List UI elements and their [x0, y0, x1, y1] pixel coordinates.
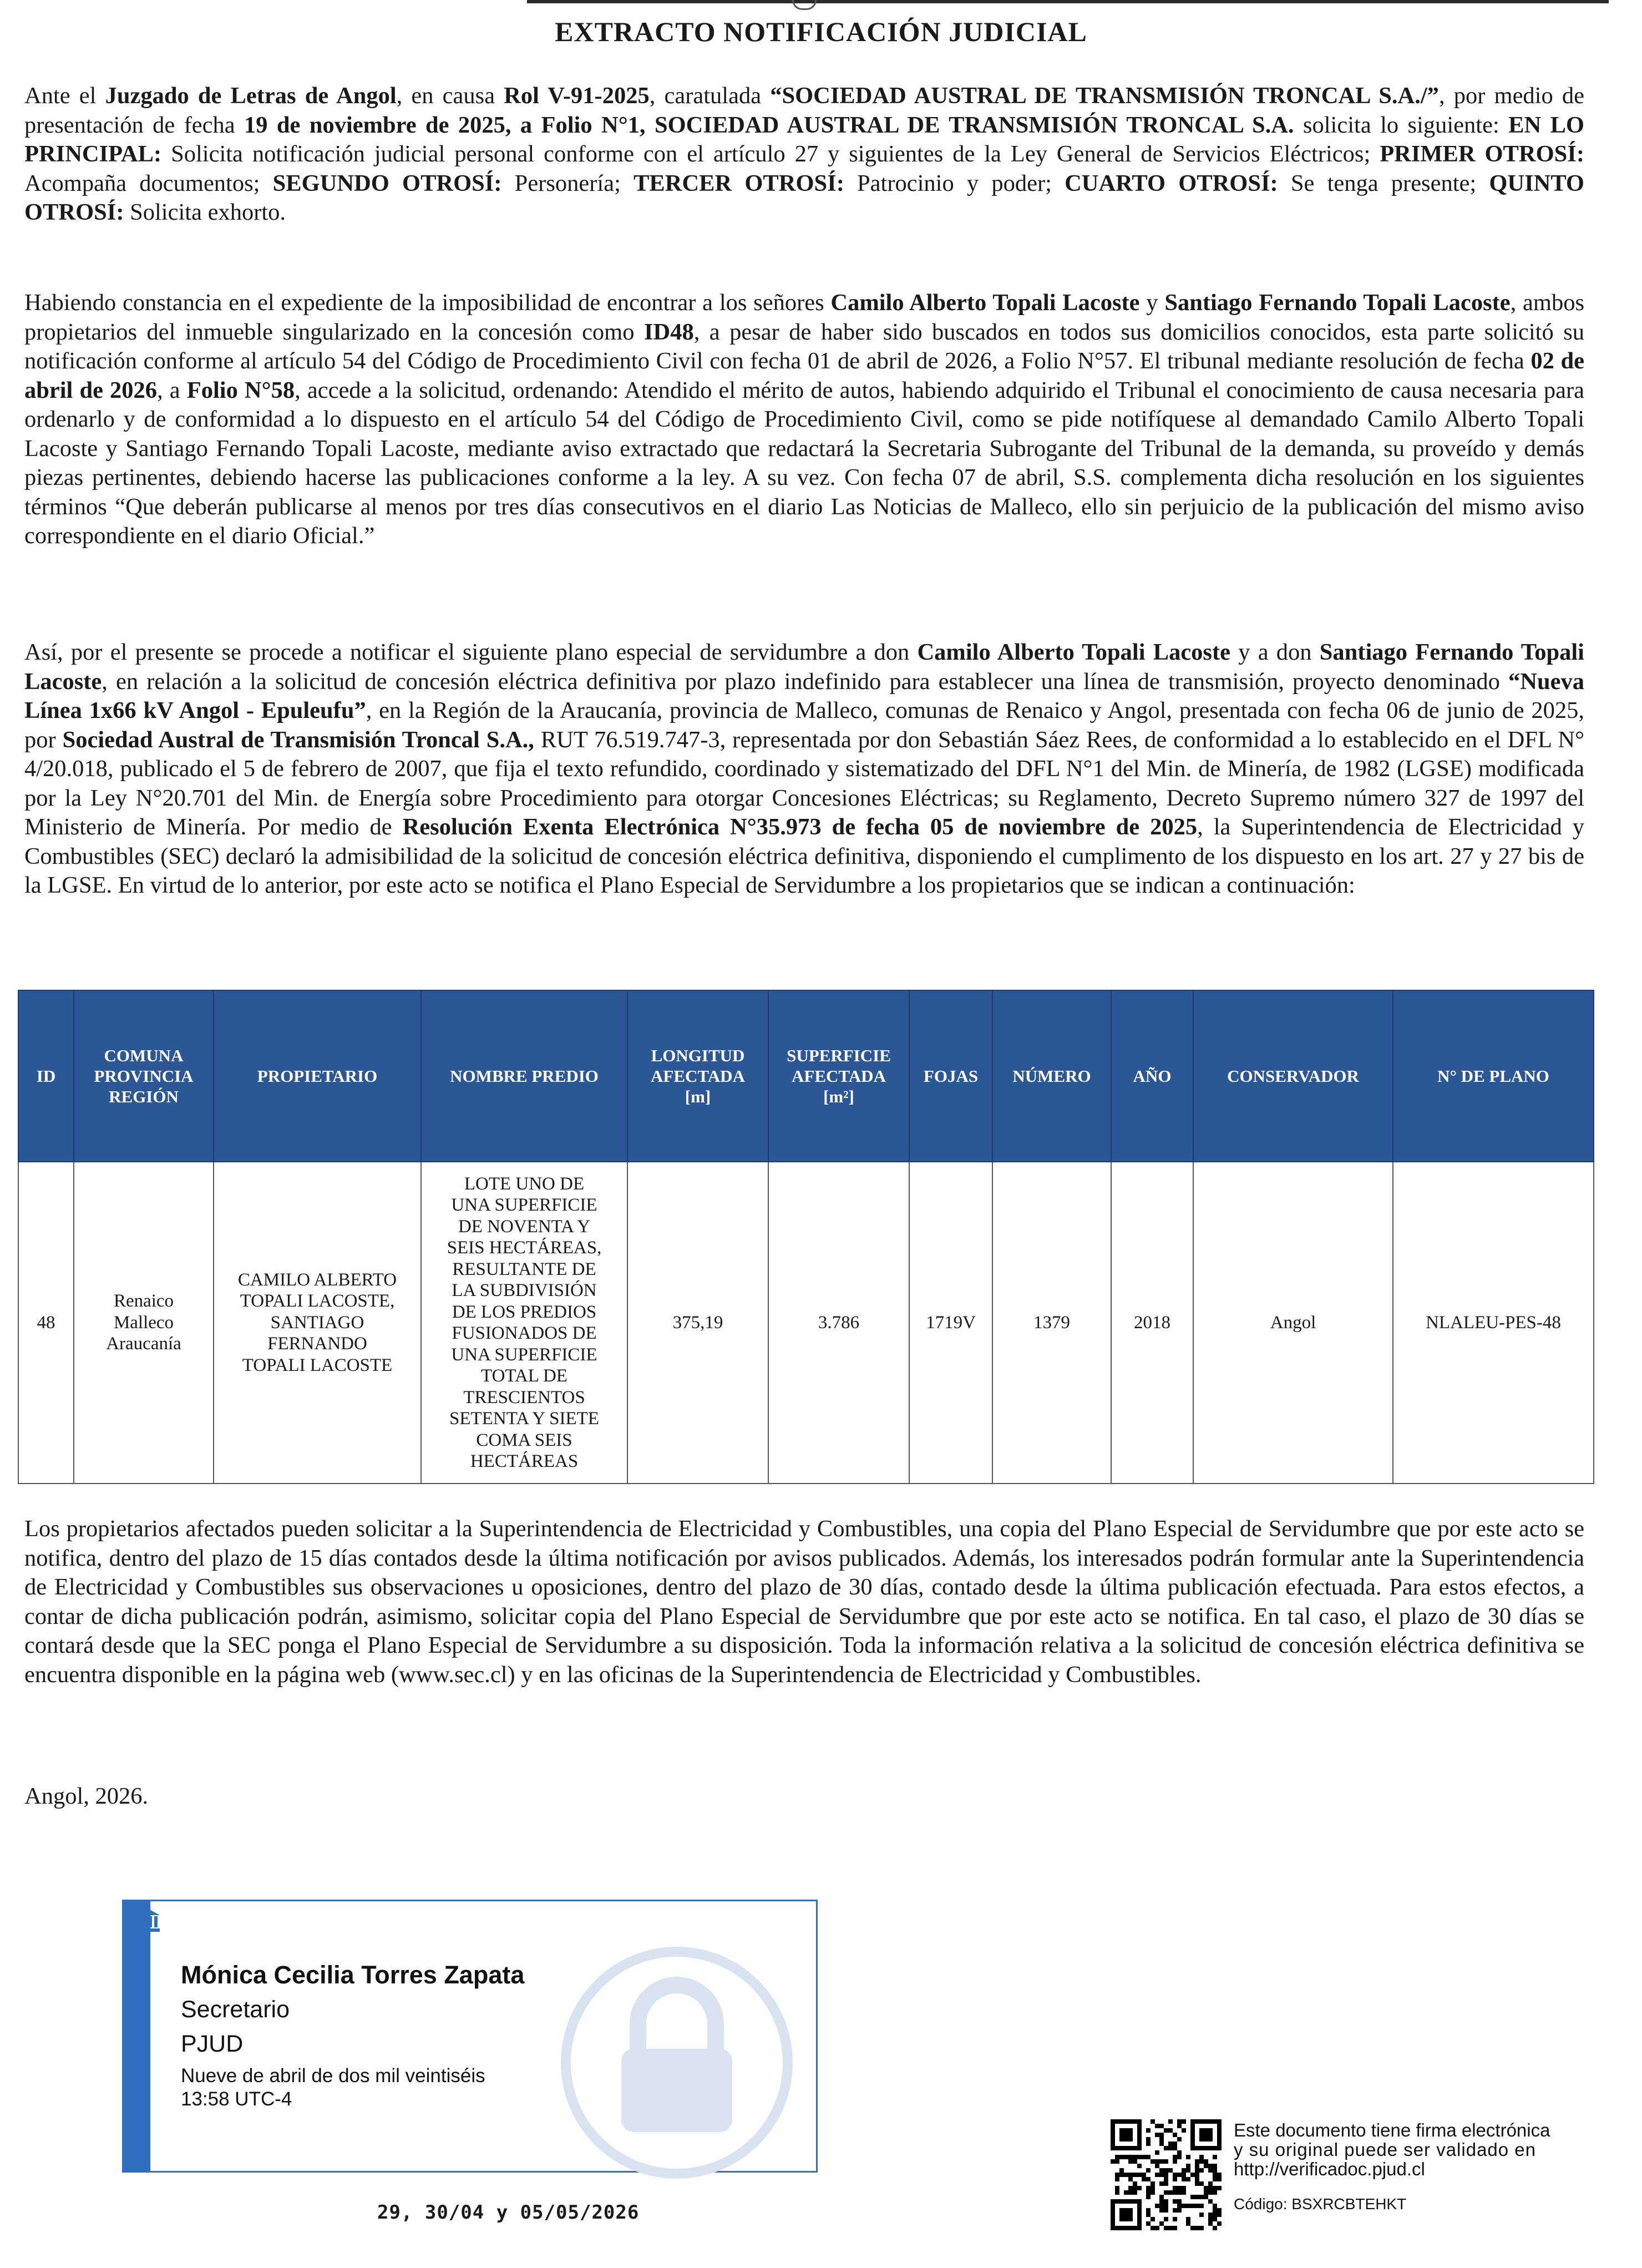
- header-id: ID: [18, 990, 74, 1162]
- page-title: EXTRACTO NOTIFICACIÓN JUDICIAL: [555, 16, 1087, 47]
- court-emblem-icon: [792, 0, 817, 10]
- header-conservador: CONSERVADOR: [1193, 990, 1393, 1162]
- signature-accent-bar: [124, 1901, 150, 2171]
- cell-numero: 1379: [992, 1162, 1111, 1484]
- header-anio: AÑO: [1111, 990, 1193, 1162]
- publication-dates: 29, 30/04 y 05/05/2026: [377, 2201, 640, 2224]
- cell-fojas: 1719V: [909, 1162, 992, 1484]
- servidumbre-table: [18, 990, 1594, 1484]
- signer-role: Secretario: [181, 1996, 290, 2023]
- place-date: Angol, 2026.: [24, 1783, 149, 1809]
- verify-line-1: Este documento tiene firma electrónica: [1234, 2120, 1550, 2140]
- signer-name: Mónica Cecilia Torres Zapata: [181, 1961, 525, 1989]
- verify-url-link[interactable]: http://verificadoc.pjud.cl: [1234, 2159, 1425, 2179]
- verify-code: Código: BSXRCBTEHKT: [1234, 2195, 1407, 2213]
- paragraph-notificacion: Así, por el presente se procede a notificar el siguiente plano especial de servidumbre a don Camilo Alberto Topali Lacoste y a don Santiago Fernando Topali Lacoste, en relación a la solicitud de concesión eléctrica definitiva por plazo indefinido para establecer una línea de transmisión, proyecto denominado “Nueva Línea 1x66 kV Angol - Epuleufu”, en la Región de la Araucanía, provincia de Malleco, comunas de Renaico y Angol, presentada con fecha 06 de junio de 2025, por Sociedad Austral de Transmisión Troncal S.A., RUT 76.519.747-3, representada por don Sebastián Sáez Rees, de conformidad a lo establecido en el DFL N° 4/20.018, publicado el 5 de febrero de 2007, que fija el texto refundido, coordinado y sistematizado del DFL N°1 del Min. de Minería, de 1982 (LGSE) modificada por la Ley N°20.701 del Min. de Energía sobre Procedimiento para otorgar Concesiones Eléctricas; su Reglamento, Decreto Supremo número 327 de 1997 del Ministerio de Minería. Por medio de Resolución Exenta Electrónica N°35.973 de fecha 05 de noviembre de 2025, la Superintendencia de Electricidad y Combustibles (SEC) declaró la admisibilidad de la solicitud de concesión eléctrica definitiva, disponiendo el cumplimento de los dispuesto en los art. 27 y 27 bis de la LGSE. En virtud de lo anterior, por este acto se notifica el Plano Especial de Servidumbre a los propietarios que se indican a continuación:: [24, 639, 1585, 898]
- header-fojas: FOJAS: [909, 990, 992, 1162]
- cell-propietario: CAMILO ALBERTO TOPALI LACOSTE, SANTIAGO FERNANDO TOPALI LACOSTE: [214, 1162, 421, 1484]
- table-header-row: [18, 990, 1594, 1162]
- header-longitud: LONGITUD AFECTADA [m]: [627, 990, 768, 1162]
- header-propietario: PROPIETARIO: [214, 990, 421, 1162]
- header-superficie: SUPERFICIE AFECTADA [m²]: [768, 990, 909, 1162]
- cell-conservador: Angol: [1193, 1162, 1393, 1484]
- cell-superficie: 3.786: [768, 1162, 909, 1484]
- cell-nombre-predio: LOTE UNO DE UNA SUPERFICIE DE NOVENTA Y SEIS HECTÁREAS, RESULTANTE DE LA SUBDIVISIÓN DE LOS PREDIOS FUSIONADOS DE UNA SUPERFICIE TOTAL DE TRESCIENTOS SETENTA Y SIETE COMA SEIS HECTÁREAS: [421, 1162, 627, 1484]
- header-nombre-predio: NOMBRE PREDIO: [421, 990, 627, 1162]
- verify-line-2: y su original puede ser validado en: [1234, 2139, 1537, 2160]
- paragraph-causa: Ante el Juzgado de Letras de Angol, en causa Rol V-91-2025, caratulada “SOCIEDAD AUSTRAL DE TRANSMISIÓN TRONCAL S.A./”, por medio de presentación de fecha 19 de noviembre de 2025, a Folio N°1, SOCIEDAD AUSTRAL DE TRANSMISIÓN TRONCAL S.A. solicita lo siguiente: EN LO PRINCIPAL: Solicita notificación judicial personal conforme con el artículo 27 y siguientes de la Ley General de Servicios Eléctricos; PRIMER OTROSÍ: Acompaña documentos; SEGUNDO OTROSÍ: Personería; TERCER OTROSÍ: Patrocinio y poder; CUARTO OTROSÍ: Se tenga presente; QUINTO OTROSÍ: Solicita exhorto.: [24, 83, 1585, 225]
- signature-date: Nueve de abril de dos mil veintiséis: [181, 2065, 485, 2087]
- top-rule: [527, 0, 1609, 3]
- table-row: [18, 1162, 1594, 1484]
- lock-icon: [560, 1946, 793, 2179]
- cell-anio: 2018: [1111, 1162, 1193, 1484]
- header-comuna: COMUNA PROVINCIA REGIÓN: [74, 990, 214, 1162]
- signer-org: PJUD: [181, 2031, 244, 2057]
- paragraph-resolucion: Habiendo constancia en el expediente de la imposibilidad de encontrar a los señores Camilo Alberto Topali Lacoste y Santiago Fernando Topali Lacoste, ambos propietarios del inmueble singularizado en la concesión como ID48, a pesar de haber sido buscados en todos sus domicilios conocidos, esta parte solicitó su notificación conforme al artículo 54 del Código de Procedimiento Civil con fecha 01 de abril de 2026, a Folio N°57. El tribunal mediante resolución de fecha 02 de abril de 2026, a Folio N°58, accede a la solicitud, ordenando: Atendido el mérito de autos, habiendo adquirido el Tribunal el conocimiento de causa necesaria para ordenarlo y de conformidad a lo dispuesto en el artículo 54 del Código de Procedimiento Civil, como se pide notifíquese al demandado Camilo Alberto Topali Lacoste y Santiago Fernando Topali Lacoste, mediante aviso extractado que redactará la Secretaria Subrogante del Tribunal de la demanda, su proveído y demás piezas pertinentes, debiendo hacerse las publicaciones conforme a la ley. A su vez. Con fecha 07 de abril, S.S. complementa dicha resolución en los siguientes términos “Que deberán publicarse al menos por tres días consecutivos en el diario Las Noticias de Malleco, ello sin perjuicio de la publicación del mismo aviso correspondiente en el diario Oficial.”: [24, 290, 1584, 549]
- cell-comuna: Renaico Malleco Araucanía: [74, 1162, 214, 1484]
- header-numero: NÚMERO: [992, 990, 1111, 1162]
- cell-id: 48: [18, 1162, 74, 1484]
- signature-time: 13:58 UTC-4: [181, 2088, 292, 2110]
- header-plano: N° DE PLANO: [1393, 990, 1594, 1162]
- cell-longitud: 375,19: [627, 1162, 768, 1484]
- qr-code-icon: [1111, 2119, 1222, 2230]
- courthouse-icon: [132, 1904, 163, 1935]
- paragraph-derechos: Los propietarios afectados pueden solicitar a la Superintendencia de Electricidad y Combustibles, una copia del Plano Especial de Servidumbre que por este acto se notifica, dentro del plazo de 15 días contados desde la última notificación por avisos publicados. Además, los interesados podrán formular ante la Superintendencia de Electricidad y Combustibles sus observaciones u oposiciones, dentro del plazo de 30 días, contado desde la última publicación efectuada. Para estos efectos, a contar de dicha publicación podrán, asimismo, solicitar copia del Plano Especial de Servidumbre que por este acto se notifica. En tal caso, el plazo de 30 días se contará desde que la SEC ponga el Plano Especial de Servidumbre a su disposición. Toda la información relativa a la solicitud de concesión eléctrica definitiva se encuentra disponible en la página web (www.sec.cl) y en las oficinas de la Superintendencia de Electricidad y Combustibles.: [24, 1516, 1584, 1688]
- cell-plano: NLALEU-PES-48: [1393, 1162, 1594, 1484]
